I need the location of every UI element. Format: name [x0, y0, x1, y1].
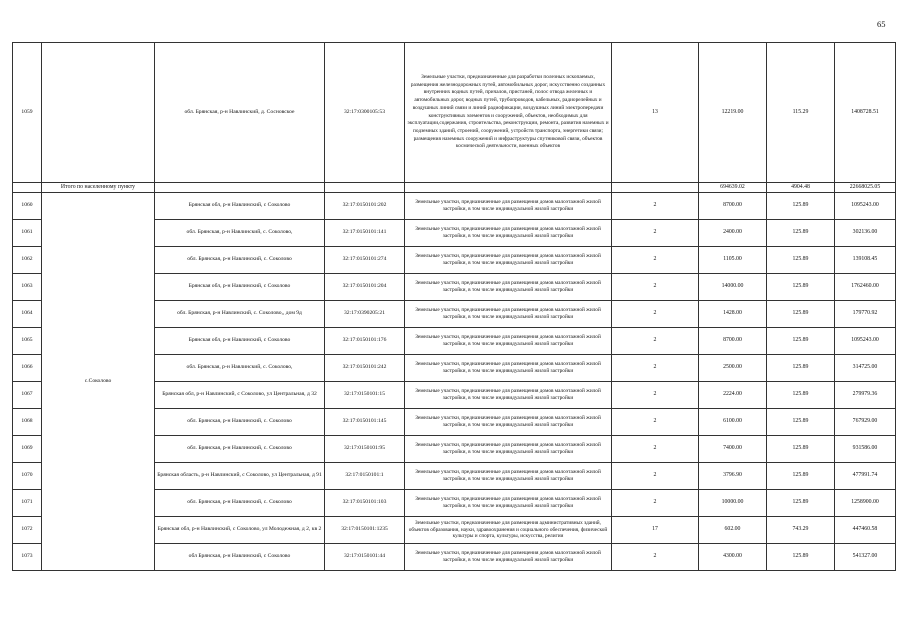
row-number: 1068 [13, 409, 42, 436]
cadastral-number-cell: 32:17:0150101:145 [325, 409, 405, 436]
cadastral-number-cell: 32:17:0300105:53 [325, 43, 405, 183]
subtotal-empty-cell [13, 183, 42, 193]
rate-cell: 125.89 [767, 490, 835, 517]
cadastral-value-cell: 302136.00 [835, 220, 896, 247]
cadastral-number-cell: 32:17:0150101:44 [325, 544, 405, 571]
area-cell: 10000.00 [699, 490, 767, 517]
address-cell: обл. Брянская, р-н Навлинский, с. Соколово [155, 247, 325, 274]
row-number: 1062 [13, 247, 42, 274]
land-purpose-cell: Земельные участки, предназначенные для размещения домов малоэтажной жилой застройки, в том числе индивидуальной жилой застройки [405, 328, 612, 355]
row-number: 1064 [13, 301, 42, 328]
subtotal-rate: 4904.48 [767, 183, 835, 193]
subtotal-label: Итого по населенному пункту [42, 183, 155, 193]
row-number: 1065 [13, 328, 42, 355]
address-cell: Брянская обл, р-н Навлинский, с Соколово, ул Молодежная, д 2, кв 2 [155, 517, 325, 544]
subtotal-row [13, 183, 896, 193]
area-cell: 12219.00 [699, 43, 767, 183]
cadastral-value-cell: 931586.00 [835, 436, 896, 463]
cadastral-number-cell: 32:17:0150101:15 [325, 382, 405, 409]
address-cell: Брянская обл, р-н Навлинский, с Соколово, ул Центральная, д 32 [155, 382, 325, 409]
cadastral-value-cell: 1095243.00 [835, 193, 896, 220]
land-purpose-cell: Земельные участки, предназначенные для разработки полезных ископаемых, размещения железнодорожных путей, автомобильных дорог, искусственно созданных внутренних водных путей, причалов, пристаней, полос отвода железных и автомобильных дорог, водных путей, трубопроводов, кабельных, радиорелейных и воздушных линий связи и линий радиофикации, воздушных линий электропередачи конструктивных элементов и сооружений, объектов, необходимых для эксплуатации,содержания, строительства, реконструкции, ремонта, развития наземных и подземных зданий, строений, сооружений, устройств транспорта, энергетики связи; размещения наземных сооружений и инфраструктуры спутниковой связи, объектов космической деятельности, военных объектов [405, 43, 612, 183]
rate-cell: 115.29 [767, 43, 835, 183]
row-number: 1061 [13, 220, 42, 247]
land-purpose-cell: Земельные участки, предназначенные для размещения домов малоэтажной жилой застройки, в том числе индивидуальной жилой застройки [405, 220, 612, 247]
group-cell: 2 [612, 463, 699, 490]
address-cell: обл Брянская, р-н Навлинский, с Соколово [155, 544, 325, 571]
subtotal-empty-cell [155, 183, 325, 193]
registry-sheet [12, 42, 895, 571]
row-number: 1069 [13, 436, 42, 463]
cadastral-value-cell: 139108.45 [835, 247, 896, 274]
address-cell: Брянская обл, р-н Навлинский, с Соколово [155, 328, 325, 355]
land-purpose-cell: Земельные участки, предназначенные для размещения домов малоэтажной жилой застройки, в том числе индивидуальной жилой застройки [405, 193, 612, 220]
land-purpose-cell: Земельные участки, предназначенные для размещения домов малоэтажной жилой застройки, в том числе индивидуальной жилой застройки [405, 274, 612, 301]
table-row [13, 43, 896, 183]
address-cell: обл. Брянская, р-н Навлинский, с. Соколово [155, 409, 325, 436]
area-cell: 1428.00 [699, 301, 767, 328]
cadastral-number-cell: 32:17:0390205:21 [325, 301, 405, 328]
group-cell: 13 [612, 43, 699, 183]
cadastral-value-cell: 477991.74 [835, 463, 896, 490]
group-cell: 2 [612, 220, 699, 247]
cadastral-number-cell: 32:17:0150101:141 [325, 220, 405, 247]
land-purpose-cell: Земельные участки, предназначенные для размещения домов малоэтажной жилой застройки, в том числе индивидуальной жилой застройки [405, 436, 612, 463]
rate-cell: 125.89 [767, 436, 835, 463]
cadastral-value-cell: 447460.58 [835, 517, 896, 544]
group-cell: 2 [612, 328, 699, 355]
area-cell: 8700.00 [699, 193, 767, 220]
cadastral-value-cell: 1095243.00 [835, 328, 896, 355]
cadastral-value-cell: 541327.00 [835, 544, 896, 571]
rate-cell: 125.89 [767, 301, 835, 328]
cadastral-number-cell: 32:17:0150101:95 [325, 436, 405, 463]
cadastral-number-cell: 32:17:0150101:204 [325, 274, 405, 301]
area-cell: 3796.90 [699, 463, 767, 490]
rate-cell: 125.89 [767, 328, 835, 355]
group-cell: 2 [612, 490, 699, 517]
cadastral-number-cell: 32:17:0150101:1 [325, 463, 405, 490]
subtotal-value: 22668025.05 [835, 183, 896, 193]
land-purpose-cell: Земельные участки, предназначенные для размещения домов малоэтажной жилой застройки, в том числе индивидуальной жилой застройки [405, 382, 612, 409]
cadastral-value-cell: 767929.00 [835, 409, 896, 436]
area-cell: 1105.00 [699, 247, 767, 274]
address-cell: обл. Брянская, р-н Навлинский, д. Сосновское [155, 43, 325, 183]
row-number: 1070 [13, 463, 42, 490]
group-cell: 2 [612, 544, 699, 571]
rate-cell: 125.89 [767, 382, 835, 409]
locality-cell [42, 43, 155, 183]
land-purpose-cell: Земельные участки, предназначенные для размещения домов малоэтажной жилой застройки, в том числе индивидуальной жилой застройки [405, 463, 612, 490]
address-cell: обл. Брянская, р-н Навлинский, с. Соколово, [155, 355, 325, 382]
land-purpose-cell: Земельные участки, предназначенные для размещения домов малоэтажной жилой застройки, в том числе индивидуальной жилой застройки [405, 301, 612, 328]
land-purpose-cell: Земельные участки, предназначенные для размещения домов малоэтажной жилой застройки, в том числе индивидуальной жилой застройки [405, 409, 612, 436]
address-cell: обл. Брянская, р-н Навлинский, с. Соколово,, дом 9д [155, 301, 325, 328]
area-cell: 8700.00 [699, 328, 767, 355]
rate-cell: 743.29 [767, 517, 835, 544]
area-cell: 2500.00 [699, 355, 767, 382]
rate-cell: 125.89 [767, 544, 835, 571]
land-registry-table [12, 42, 896, 571]
rate-cell: 125.89 [767, 409, 835, 436]
group-cell: 2 [612, 301, 699, 328]
row-number: 1066 [13, 355, 42, 382]
land-purpose-cell: Земельные участки, предназначенные для размещения домов малоэтажной жилой застройки, в том числе индивидуальной жилой застройки [405, 247, 612, 274]
address-cell: Брянская область, р-н Навлинский, с Соколово, ул Центральная, д 91 [155, 463, 325, 490]
cadastral-number-cell: 32:17:0150101:176 [325, 328, 405, 355]
row-number: 1071 [13, 490, 42, 517]
area-cell: 7400.00 [699, 436, 767, 463]
cadastral-number-cell: 32:17:0150101:274 [325, 247, 405, 274]
group-cell: 2 [612, 436, 699, 463]
cadastral-value-cell: 1762460.00 [835, 274, 896, 301]
land-purpose-cell: Земельные участки, предназначенные для размещения домов малоэтажной жилой застройки, в том числе индивидуальной жилой застройки [405, 544, 612, 571]
area-cell: 4300.00 [699, 544, 767, 571]
area-cell: 2224.00 [699, 382, 767, 409]
locality-cell: с.Соколово [42, 193, 155, 571]
row-number: 1073 [13, 544, 42, 571]
row-number: 1060 [13, 193, 42, 220]
row-number: 1059 [13, 43, 42, 183]
group-cell: 2 [612, 355, 699, 382]
rate-cell: 125.89 [767, 274, 835, 301]
cadastral-value-cell: 1258900.00 [835, 490, 896, 517]
address-cell: Брянская обл, р-н Навлинский, с Соколово [155, 193, 325, 220]
area-cell: 602.00 [699, 517, 767, 544]
subtotal-area: 694639.02 [699, 183, 767, 193]
group-cell: 2 [612, 247, 699, 274]
address-cell: обл. Брянская, р-н Навлинский, с. Соколово, [155, 220, 325, 247]
group-cell: 2 [612, 382, 699, 409]
address-cell: обл. Брянская, р-н Навлинский, с. Соколово [155, 490, 325, 517]
land-purpose-cell: Земельные участки, предназначенные для размещения домов малоэтажной жилой застройки, в том числе индивидуальной жилой застройки [405, 490, 612, 517]
row-number: 1067 [13, 382, 42, 409]
cadastral-value-cell: 279979.36 [835, 382, 896, 409]
address-cell: Брянская обл, р-н Навлинский, с Соколово [155, 274, 325, 301]
row-number: 1072 [13, 517, 42, 544]
area-cell: 2400.00 [699, 220, 767, 247]
cadastral-number-cell: 32:17:0150101:202 [325, 193, 405, 220]
cadastral-value-cell: 1408728.51 [835, 43, 896, 183]
cadastral-number-cell: 32:17:0150101:242 [325, 355, 405, 382]
cadastral-number-cell: 32:17:0150101:103 [325, 490, 405, 517]
cadastral-value-cell: 314725.00 [835, 355, 896, 382]
rate-cell: 125.89 [767, 220, 835, 247]
subtotal-empty-cell [325, 183, 405, 193]
group-cell: 2 [612, 193, 699, 220]
land-purpose-cell: Земельные участки, предназначенные для размещения административных зданий, объектов образования, науки, здравоохранения и социального обеспечения, физической культуры и спорта, культуры, искусства, религии [405, 517, 612, 544]
subtotal-empty-cell [405, 183, 612, 193]
address-cell: обл. Брянская, р-н Навлинский, с. Соколово [155, 436, 325, 463]
cadastral-value-cell: 179770.92 [835, 301, 896, 328]
cadastral-number-cell: 32:17:0150101:1235 [325, 517, 405, 544]
subtotal-empty-cell [612, 183, 699, 193]
area-cell: 6100.00 [699, 409, 767, 436]
rate-cell: 125.89 [767, 247, 835, 274]
area-cell: 14000.00 [699, 274, 767, 301]
rate-cell: 125.89 [767, 193, 835, 220]
rate-cell: 125.89 [767, 355, 835, 382]
group-cell: 2 [612, 274, 699, 301]
table-row [13, 193, 896, 220]
group-cell: 17 [612, 517, 699, 544]
rate-cell: 125.89 [767, 463, 835, 490]
group-cell: 2 [612, 409, 699, 436]
land-purpose-cell: Земельные участки, предназначенные для размещения домов малоэтажной жилой застройки, в том числе индивидуальной жилой застройки [405, 355, 612, 382]
page-number: 65 [877, 19, 886, 29]
row-number: 1063 [13, 274, 42, 301]
